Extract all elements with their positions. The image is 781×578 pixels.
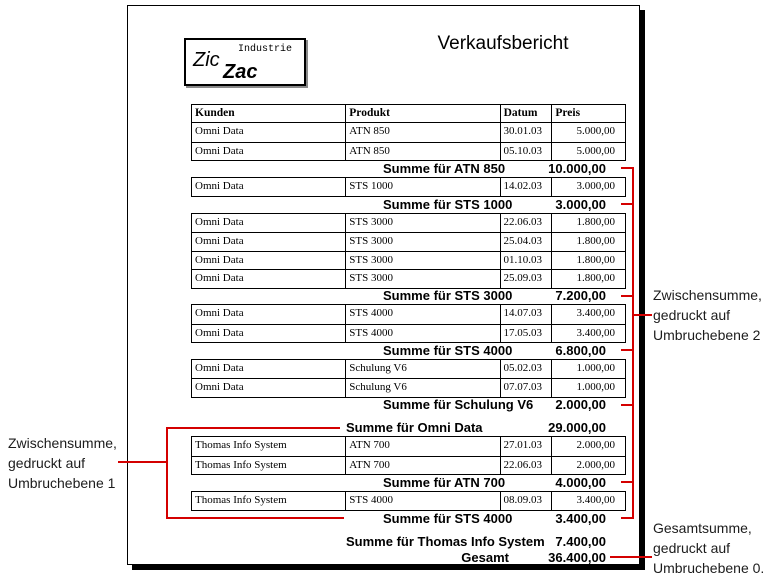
- table-cell: 07.07.03: [501, 379, 553, 397]
- table-cell: Omni Data: [192, 143, 346, 161]
- table-row: [192, 269, 625, 288]
- subtotal-row: [191, 342, 626, 360]
- table-cell: 1.800,00: [576, 272, 616, 284]
- subtotal-row: [191, 288, 626, 306]
- table-row-group: [191, 177, 626, 198]
- table-row: [192, 324, 625, 343]
- table-row: [192, 142, 625, 161]
- sum-value: 2.000,00: [555, 397, 606, 412]
- sum-label: Summe für ATN 700: [383, 474, 506, 490]
- table-cell: Schulung V6: [346, 379, 500, 397]
- table-cell: STS 3000: [346, 233, 500, 251]
- sum-value: 7.400,00: [555, 533, 606, 549]
- table-cell: 1.800,00: [576, 253, 616, 266]
- table-cell: STS 4000: [346, 492, 500, 511]
- table-cell: Omni Data: [192, 270, 346, 288]
- sum-value: 6.800,00: [555, 342, 606, 358]
- table-cell: Thomas Info System: [192, 437, 346, 456]
- annotation-line: gedruckt auf: [653, 307, 731, 323]
- table-cell: 14.07.03: [501, 305, 553, 324]
- table-cell: Schulung V6: [346, 360, 500, 379]
- sum-value: 10.000,00: [548, 160, 606, 176]
- table-cell: Omni Data: [192, 325, 346, 343]
- table-cell: Omni Data: [192, 305, 346, 324]
- table-cell: 25.09.03: [501, 270, 553, 288]
- table-cell: Omni Data: [192, 214, 346, 233]
- table-cell: 3.400,00: [576, 493, 616, 506]
- table-cell: STS 4000: [346, 325, 500, 343]
- table-cell: ATN 700: [346, 457, 500, 475]
- table-cell: 08.09.03: [501, 492, 553, 511]
- table-cell: 2.000,00: [576, 439, 616, 451]
- table-cell: 17.05.03: [501, 325, 553, 343]
- table-row-group: [191, 359, 626, 398]
- table-row-group: [191, 491, 626, 512]
- table-cell: Omni Data: [192, 178, 346, 197]
- sum-value: 3.400,00: [555, 510, 606, 526]
- sum-label: Summe für Schulung V6: [383, 397, 534, 412]
- report-title: Verkaufsbericht: [437, 33, 569, 54]
- table-cell: 01.10.03: [501, 252, 553, 270]
- subtotal-row: [191, 414, 626, 437]
- table-cell: STS 1000: [346, 178, 500, 197]
- grand-total-row: [191, 551, 626, 567]
- company-logo: [184, 38, 306, 86]
- annotation-line: gedruckt auf: [8, 455, 86, 471]
- table-cell: 22.06.03: [501, 214, 553, 233]
- table-cell: 30.01.03: [501, 123, 553, 142]
- table-cell: Thomas Info System: [192, 457, 346, 475]
- table-cell: STS 3000: [346, 214, 500, 233]
- table-cell: STS 4000: [346, 305, 500, 324]
- table-row-group: [191, 304, 626, 343]
- table-cell: Omni Data: [192, 233, 346, 251]
- table-cell: ATN 850: [346, 143, 500, 161]
- table-cell: 5.000,00: [576, 125, 616, 137]
- table-row: [192, 251, 625, 270]
- subtotal-row: [191, 510, 626, 528]
- table-row: [192, 378, 625, 397]
- table-cell: STS 3000: [346, 270, 500, 288]
- table-cell: 1.000,00: [576, 381, 616, 393]
- table-cell: 1.800,00: [576, 235, 616, 247]
- column-header: Preis: [555, 107, 581, 119]
- table-cell: 1.000,00: [576, 361, 616, 374]
- sum-value: 3.000,00: [555, 196, 606, 212]
- table-cell: 05.10.03: [501, 143, 553, 161]
- table-cell: 1.800,00: [576, 215, 616, 228]
- sum-label: Summe für STS 4000: [383, 342, 513, 358]
- sum-label: Summe für Thomas Info System: [346, 533, 545, 549]
- subtotal-row: [191, 528, 626, 551]
- table-cell: Omni Data: [192, 252, 346, 270]
- sum-value: 36.400,00: [548, 549, 606, 565]
- sum-label: Summe für STS 3000: [383, 288, 513, 303]
- table-row: [192, 456, 625, 475]
- table-row-group: [191, 213, 626, 289]
- column-header: Kunden: [192, 105, 346, 122]
- table-row: [192, 178, 625, 197]
- table-row: [192, 214, 625, 233]
- logo-text-zac: Zac: [223, 61, 258, 83]
- sum-label: Summe für Omni Data: [346, 420, 483, 435]
- table-header-row: [191, 104, 626, 123]
- table-cell: 27.01.03: [501, 437, 553, 456]
- table-cell: 3.000,00: [576, 179, 616, 192]
- subtotal-row: [191, 196, 626, 214]
- annotation-line: Zwischensumme,: [653, 287, 762, 303]
- annotation-subtotal-level1: [8, 433, 117, 493]
- table-cell: Omni Data: [192, 379, 346, 397]
- annotation-line: Umbruchebene 1: [8, 475, 116, 491]
- sum-label: Summe für STS 1000: [383, 196, 513, 212]
- sum-label: Summe für ATN 850: [383, 160, 506, 176]
- subtotal-row: [191, 474, 626, 492]
- logo-text-zic: Zic: [193, 49, 220, 71]
- table-cell: 25.04.03: [501, 233, 553, 251]
- table-cell: Thomas Info System: [192, 492, 346, 511]
- subtotal-row: [191, 397, 626, 415]
- annotation-line: Umbruchebene 0.: [653, 560, 765, 576]
- table-row: [192, 492, 625, 511]
- table-cell: 22.06.03: [501, 457, 553, 475]
- annotation-line: Umbruchebene 2: [653, 327, 761, 343]
- annotation-line: Zwischensumme,: [8, 435, 117, 451]
- table-cell: STS 3000: [346, 252, 500, 270]
- sum-value: 29.000,00: [548, 420, 606, 435]
- table-row: [192, 360, 625, 379]
- table-row: [192, 437, 625, 456]
- table-cell: ATN 850: [346, 123, 500, 142]
- sum-value: 7.200,00: [555, 288, 606, 303]
- table-cell: 5.000,00: [576, 144, 616, 157]
- table-row-group: [191, 122, 626, 161]
- annotation-grandtotal-level0: [653, 518, 764, 578]
- table-row: [192, 123, 625, 142]
- column-header: Datum: [501, 105, 553, 122]
- table-cell: 05.02.03: [501, 360, 553, 379]
- table-cell: 3.400,00: [576, 326, 616, 339]
- sum-value: 4.000,00: [555, 474, 606, 490]
- sum-label: Gesamt: [461, 549, 509, 565]
- table-row: [192, 305, 625, 324]
- table-cell: ATN 700: [346, 437, 500, 456]
- table-cell: 3.400,00: [576, 307, 616, 319]
- report-page: [127, 5, 640, 565]
- table-cell: 2.000,00: [576, 458, 616, 471]
- table-cell: 14.02.03: [501, 178, 553, 197]
- table-row: [192, 232, 625, 251]
- annotation-subtotal-level2: [653, 285, 762, 345]
- annotation-line: Gesamtsumme,: [653, 520, 752, 536]
- subtotal-row: [191, 160, 626, 178]
- table-cell: Omni Data: [192, 123, 346, 142]
- report-table: [191, 104, 626, 567]
- table-row-group: [191, 436, 626, 475]
- sum-label: Summe für STS 4000: [383, 510, 513, 526]
- table-cell: Omni Data: [192, 360, 346, 379]
- column-header: Produkt: [346, 105, 500, 122]
- annotation-line: gedruckt auf: [653, 540, 731, 556]
- logo-text-industrie: Industrie: [238, 44, 293, 55]
